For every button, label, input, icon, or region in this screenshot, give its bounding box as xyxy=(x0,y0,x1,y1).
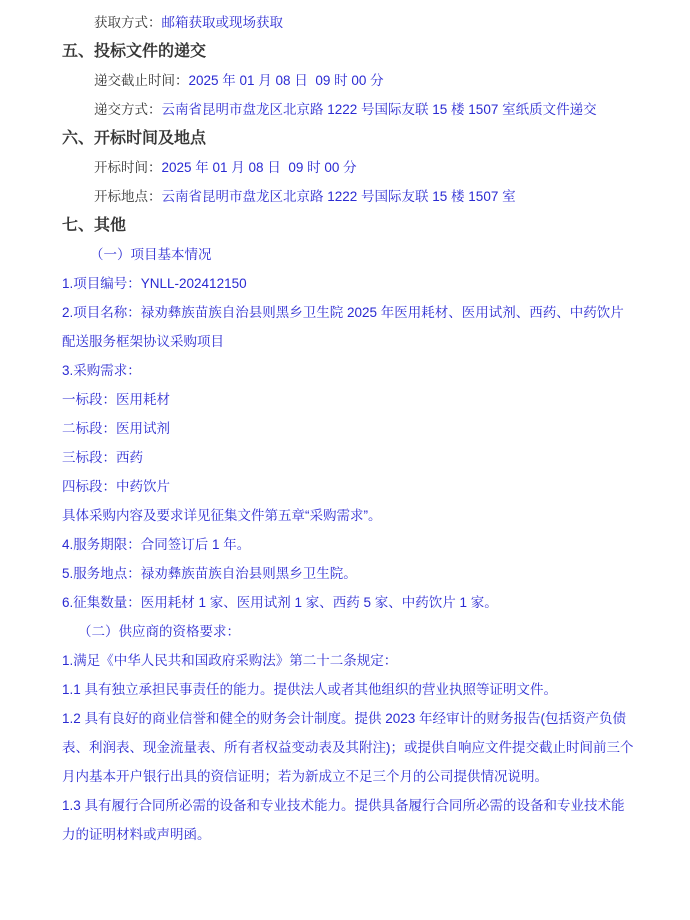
field-value: 5.服务地点：禄劝彝族苗族自治县则黑乡卫生院。 xyxy=(62,566,357,581)
field-value: （一）项目基本情况 xyxy=(90,247,212,262)
field-value: 1.项目编号：YNLL-202412150 xyxy=(62,276,247,291)
collection-quantity-line xyxy=(62,588,634,617)
field-label: 五、投标文件的递交 xyxy=(62,43,207,60)
procurement-demand-line xyxy=(62,356,634,385)
field-value: 1.2 具有良好的商业信誉和健全的财务会计制度。提供 2023 年经审计的财务报告(包括资产负债表、利润表、现金流量表、所有者权益变动表及其附注)；或提供自响应文件提交截止时间前三个月内基本开户银行出具的资信证明；若为新成立不足三个月的公司提供情况说明。 xyxy=(62,711,634,784)
bid-opening-time-line xyxy=(62,153,634,182)
field-value: 1.1 具有独立承担民事责任的能力。提供法人或者其他组织的营业执照等证明文件。 xyxy=(62,682,558,697)
field-value: 云南省昆明市盘龙区北京路 1222 号国际友联 15 楼 1507 室 xyxy=(161,189,516,204)
lot-1-line xyxy=(62,385,634,414)
field-value: 1.满足《中华人民共和国政府采购法》第二十二条规定： xyxy=(62,653,398,668)
acquisition-method-line xyxy=(62,8,634,37)
field-label: 获取方式： xyxy=(94,15,162,30)
field-label: 递交方式： xyxy=(94,102,162,117)
field-label: 开标地点： xyxy=(94,189,162,204)
field-value: 2025 年 01 月 08 日 09 时 00 分 xyxy=(161,160,357,175)
qualification-1-3-line xyxy=(62,791,634,849)
field-value: （二）供应商的资格要求： xyxy=(78,624,240,639)
field-value: 3.采购需求： xyxy=(62,363,141,378)
field-value: 邮箱获取或现场获取 xyxy=(161,15,283,30)
field-label: 开标时间： xyxy=(94,160,162,175)
subsection-1-heading xyxy=(62,240,634,269)
lot-2-line xyxy=(62,414,634,443)
field-label: 七、其他 xyxy=(62,217,127,234)
lot-3-line xyxy=(62,443,634,472)
field-value: 云南省昆明市盘龙区北京路 1222 号国际友联 15 楼 1507 室纸质文件递交 xyxy=(161,102,597,117)
service-period-line xyxy=(62,530,634,559)
subsection-2-heading xyxy=(62,617,634,646)
qualification-1-1-line xyxy=(62,675,634,704)
field-value: 4.服务期限：合同签订后 1 年。 xyxy=(62,537,251,552)
field-value: 2.项目名称：禄劝彝族苗族自治县则黑乡卫生院 2025 年医用耗材、医用试剂、西药、中药饮片配送服务框架协议采购项目 xyxy=(62,305,624,349)
section-6-heading xyxy=(62,124,634,153)
bid-opening-location-line xyxy=(62,182,634,211)
qualification-1-line xyxy=(62,646,634,675)
service-location-line xyxy=(62,559,634,588)
field-label: 递交截止时间： xyxy=(94,73,189,88)
field-value: 6.征集数量：医用耗材 1 家、医用试剂 1 家、西药 5 家、中药饮片 1 家。 xyxy=(62,595,498,610)
demand-detail-line xyxy=(62,501,634,530)
field-value: 三标段：西药 xyxy=(62,450,143,465)
field-value: 一标段：医用耗材 xyxy=(62,392,170,407)
project-name-line xyxy=(62,298,634,356)
qualification-1-2-line xyxy=(62,704,634,791)
field-value: 2025 年 01 月 08 日 09 时 00 分 xyxy=(188,73,384,88)
document-body xyxy=(62,8,634,849)
field-value: 二标段：医用试剂 xyxy=(62,421,170,436)
project-number-line xyxy=(62,269,634,298)
section-7-heading xyxy=(62,211,634,240)
submission-deadline-line xyxy=(62,66,634,95)
field-value: 具体采购内容及要求详见征集文件第五章“采购需求”。 xyxy=(62,508,382,523)
submission-method-line xyxy=(62,95,634,124)
lot-4-line xyxy=(62,472,634,501)
field-value: 四标段：中药饮片 xyxy=(62,479,170,494)
section-5-heading xyxy=(62,37,634,66)
field-value: 1.3 具有履行合同所必需的设备和专业技术能力。提供具备履行合同所必需的设备和专业技术能力的证明材料或声明函。 xyxy=(62,798,625,842)
field-label: 六、开标时间及地点 xyxy=(62,130,207,147)
